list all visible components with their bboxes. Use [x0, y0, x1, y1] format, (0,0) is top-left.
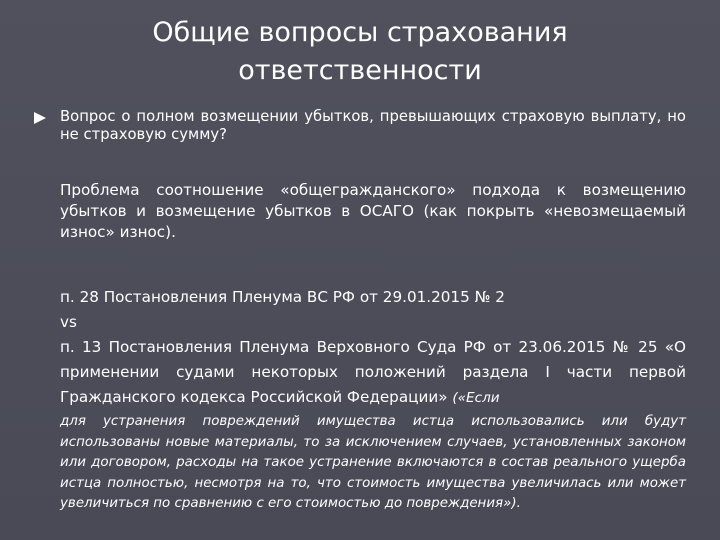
quote-start: («Если — [452, 390, 500, 406]
slide-title — [120, 14, 600, 90]
slide-title-line-1: Общие вопросы страхования — [152, 17, 568, 48]
triangle-right-icon — [34, 112, 46, 127]
quote-text: для устранения повреждений имущества истца использовались или будут использованы новые материалы, то за исключением случаев, установленных законом или договором, расходы на такое устранение включаются в состав реального ущерба истца полностью, несмотря на то, что стоимость имущества увеличилась или может увеличиться по сравнению с его стоимостью до повреждения»). — [60, 414, 686, 511]
versus-label: vs — [60, 313, 77, 331]
slide-title-line-2: ответственности — [238, 55, 482, 86]
question-paragraph: Вопрос о полном возмещении убытков, превышающих страховую выплату, но не страховую сумму? — [60, 108, 686, 143]
reference-line-1: п. 28 Постановления Пленума ВС РФ от 29.01.2015 № 2 — [60, 288, 505, 306]
comparison-paragraph — [60, 285, 686, 410]
bullet-triangle-shape — [34, 112, 46, 124]
problem-paragraph: Проблема соотношение «общегражданского» подхода к возмещению убытков и возмещение убытков в ОСАГО (как покрыть «невозмещаемый износ» износ). — [60, 181, 686, 241]
reference-line-2: п. 13 Постановления Пленума Верховного Суда РФ от 23.06.2015 № 25 «О применении судами некоторых положений раздела I части первой Гражданского кодекса Российской Федерации» — [60, 338, 686, 406]
